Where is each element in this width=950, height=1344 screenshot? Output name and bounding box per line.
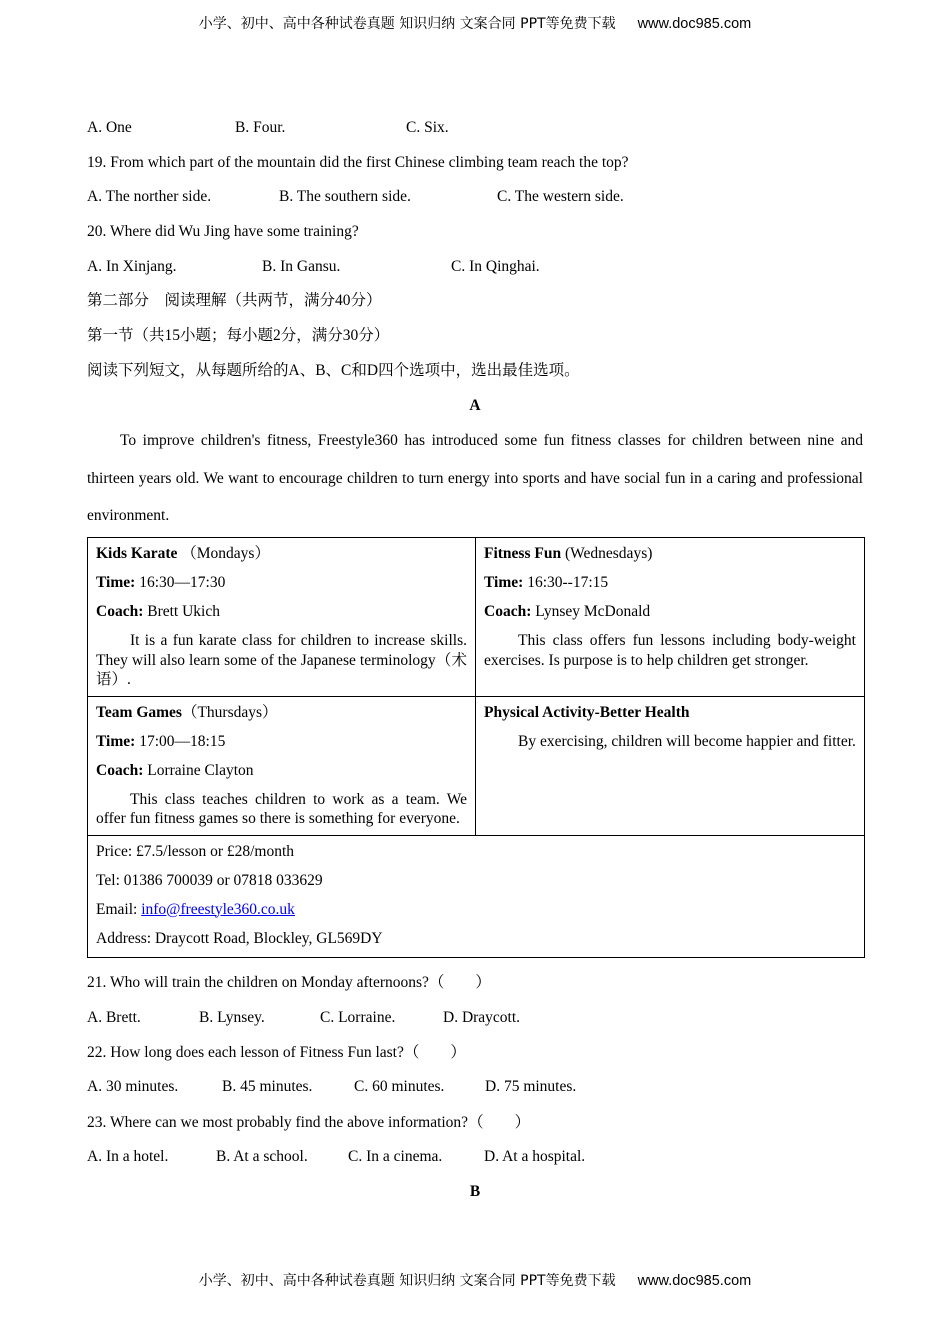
time-label: Time: [96,732,136,750]
class-name: Physical Activity-Better Health [484,703,690,721]
kids-karate-description: It is a fun karate class for children to increase skills. They will also learn some of the Japanese terminology（术语）. [96,632,467,688]
q22-option-c: C. 60 minutes. [354,1078,445,1095]
class-name: Kids Karate [96,545,178,562]
fitness-fun-time [484,573,856,593]
time-label: Time: [484,574,524,591]
q18-option-c: C. Six. [406,119,449,136]
physical-activity-description: By exercising, children will become happier and fitter. [518,732,856,750]
q21-option-b: B. Lynsey. [199,1009,265,1026]
table-row [88,696,865,835]
fitness-fun-description: This class offers fun lessons including body-weight exercises. Is purpose is to help children get stronger. [484,632,856,669]
q23-option-b: B. At a school. [216,1148,308,1165]
contact-price: Price: £7.5/lesson or £28/month [96,842,295,860]
coach-label: Coach: [96,603,144,620]
page-footer [0,1270,950,1290]
q19-option-a: A. The norther side. [87,188,212,205]
time-label: Time: [96,574,136,591]
kids-karate-cell [88,538,476,697]
team-games-time [96,732,467,752]
q19-option-c: C. The western side. [497,188,624,205]
q23-option-c: C. In a cinema. [348,1148,443,1165]
contact-address: Address: Draycott Road, Blockley, GL569DY [96,929,383,947]
section-part-heading: 第二部分 阅读理解（共两节，满分40分） [87,292,382,309]
passage-a-intro: To improve children's fitness, Freestyle360 has introduced some fun fitness classes for children between nine and thirteen years old. We want to encourage children to turn energy into sports and have social fun in a caring and professional environment. [87,432,863,524]
header-text: 小学、初中、高中各种试卷真题 知识归纳 文案合同 PPT等免费下载 [198,16,616,32]
fitness-fun-coach [484,602,856,622]
class-time: 16:30--17:15 [527,574,609,591]
q19-option-b: B. The southern side. [279,188,411,205]
q20-option-c: C. In Qinghai. [451,258,540,275]
class-day: （Thursdays） [181,703,278,721]
q22-question: 22. How long does each lesson of Fitness Fun last?（ ） [87,1044,466,1061]
q20-option-a: A. In Xinjang. [87,258,177,275]
table-row [88,538,865,697]
class-coach: Brett Ukich [147,603,220,620]
q21-option-d: D. Draycott. [443,1009,521,1026]
q20-option-b: B. In Gansu. [262,258,341,275]
footer-text: 小学、初中、高中各种试卷真题 知识归纳 文案合同 PPT等免费下载 [198,1273,616,1289]
team-games-cell [88,696,476,835]
team-games-coach [96,761,467,781]
q19-question: 19. From which part of the mountain did the first Chinese climbing team reach the top? [87,154,629,171]
coach-label: Coach: [484,603,532,620]
q20-question: 20. Where did Wu Jing have some training? [87,223,359,240]
class-coach: Lorraine Clayton [147,761,254,779]
team-games-description: This class teaches children to work as a team. We offer fun fitness games so there is something for everyone. [96,790,467,827]
footer-url: www.doc985.com [637,1273,752,1289]
class-name: Team Games [96,703,182,721]
q22-option-a: A. 30 minutes. [87,1078,179,1095]
kids-karate-time [96,573,467,593]
section-sub-heading: 第一节（共15小题；每小题2分，满分30分） [87,327,390,344]
page-header [0,13,950,33]
table-row [88,835,865,957]
header-url: www.doc985.com [637,16,752,32]
kids-karate-title [96,544,467,564]
kids-karate-coach [96,602,467,622]
passage-a-label: A [469,397,481,414]
contact-tel: Tel: 01386 700039 or 07818 033629 [96,871,323,889]
class-name: Fitness Fun [484,545,562,562]
q21-question: 21. Who will train the children on Monday afternoons?（ ） [87,974,491,991]
q18-option-b: B. Four. [235,119,286,136]
class-day: （Mondays） [181,545,270,562]
class-time: 16:30—17:30 [139,574,226,591]
contact-info-cell [88,835,865,957]
passage-b-label: B [469,1183,481,1200]
physical-activity-cell [476,696,865,835]
q18-option-a: A. One [87,119,132,136]
contact-email-line [96,900,856,920]
physical-activity-title [484,703,856,723]
q23-option-a: A. In a hotel. [87,1148,169,1165]
email-label: Email: [96,900,142,918]
team-games-title [96,703,467,723]
q23-option-d: D. At a hospital. [484,1148,586,1165]
q22-option-b: B. 45 minutes. [222,1078,313,1095]
fitness-fun-cell [476,538,865,697]
coach-label: Coach: [96,761,144,779]
class-schedule-table [87,537,865,958]
fitness-fun-title [484,544,856,564]
section-instruction: 阅读下列短文，从每题所给的A、B、C和D四个选项中，选出最佳选项。 [87,362,580,379]
q21-option-a: A. Brett. [87,1009,141,1026]
class-time: 17:00—18:15 [139,732,226,750]
q23-question: 23. Where can we most probably find the above information?（ ） [87,1114,531,1131]
q21-option-c: C. Lorraine. [320,1009,396,1026]
class-coach: Lynsey McDonald [535,603,651,620]
email-link[interactable]: info@freestyle360.co.uk [141,900,295,918]
class-day: (Wednesdays) [564,545,653,562]
q22-option-d: D. 75 minutes. [485,1078,577,1095]
